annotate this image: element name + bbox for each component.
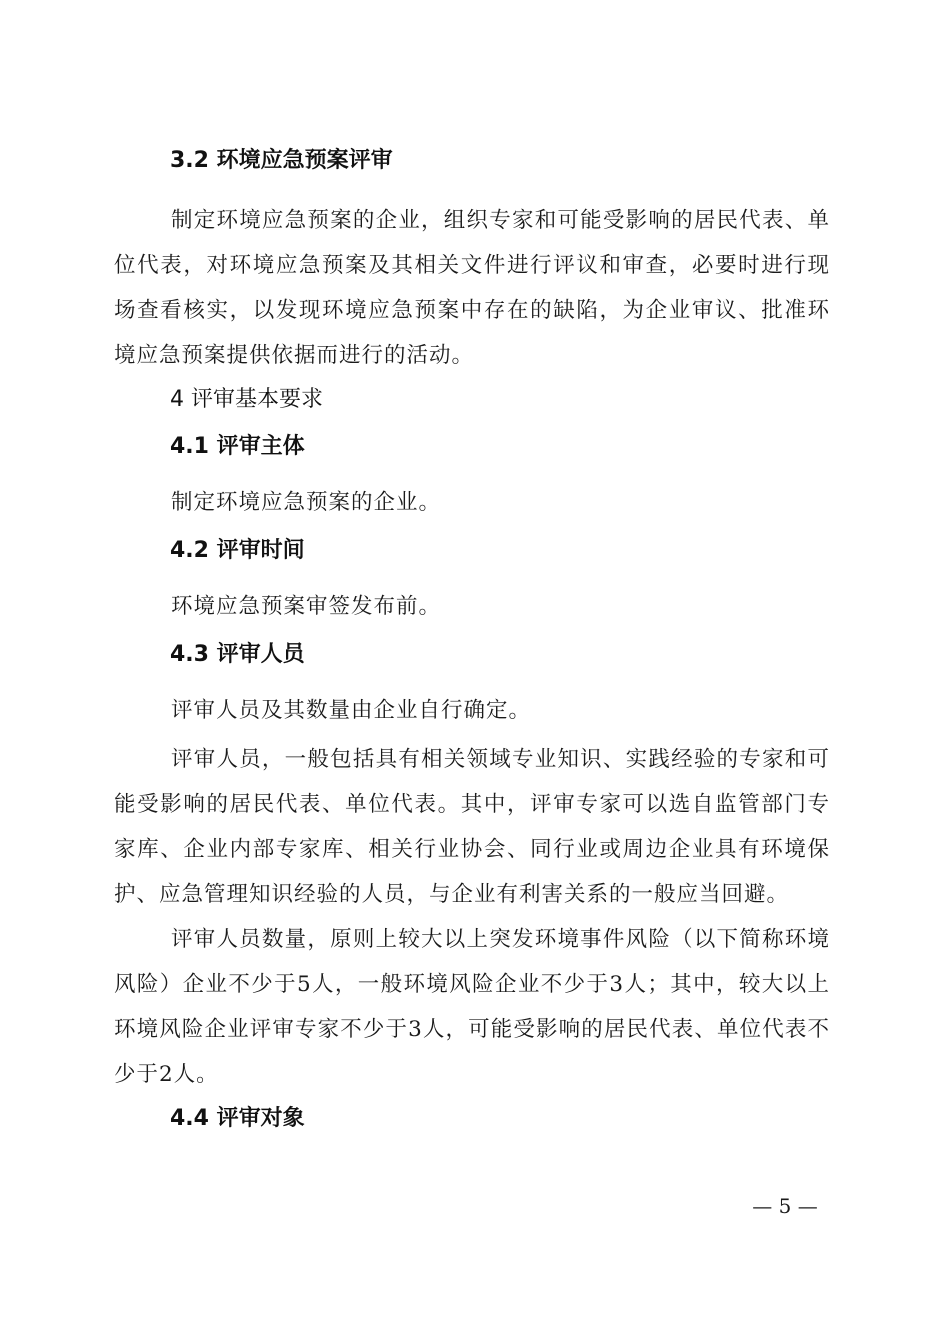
section-4-2-paragraph: 环境应急预案审签发布前。 — [171, 594, 442, 619]
section-4-3-paragraph-3: 评审人员数量，原则上较大以上突发环境事件风险（以下简称环境风险）企业不少于5人，一般环境风险企业不少于3人；其中，较大以上环境风险企业评审专家不少于3人，可能受影响的居民代表、单位代表不少于2人。 — [114, 927, 830, 1087]
section-4-4-heading: 4.4 评审对象 — [170, 1106, 305, 1131]
section-4-3-paragraph-2: 评审人员，一般包括具有相关领域专业知识、实践经验的专家和可能受影响的居民代表、单位代表。其中，评审专家可以选自监管部门专家库、企业内部专家库、相关行业协会、同行业或周边企业具有环境保护、应急管理知识经验的人员，与企业有利害关系的一般应当回避。 — [114, 747, 830, 907]
section-4-3-paragraph-1: 评审人员及其数量由企业自行确定。 — [171, 698, 532, 723]
section-4-1-heading: 4.1 评审主体 — [170, 434, 305, 459]
section-4-1-paragraph: 制定环境应急预案的企业。 — [171, 490, 442, 515]
section-3-2-paragraph: 制定环境应急预案的企业，组织专家和可能受影响的居民代表、单位代表，对环境应急预案及其相关文件进行评议和审查，必要时进行现场查看核实，以发现环境应急预案中存在的缺陷，为企业审议、批准环境应急预案提供依据而进行的活动。 — [114, 208, 830, 368]
section-4-3-heading: 4.3 评审人员 — [170, 642, 305, 667]
section-3-2-heading: 3.2 环境应急预案评审 — [170, 148, 393, 173]
section-4-2-heading: 4.2 评审时间 — [170, 538, 305, 563]
page-number: — 5 — — [752, 1194, 818, 1218]
section-4-heading: 4 评审基本要求 — [170, 387, 323, 412]
